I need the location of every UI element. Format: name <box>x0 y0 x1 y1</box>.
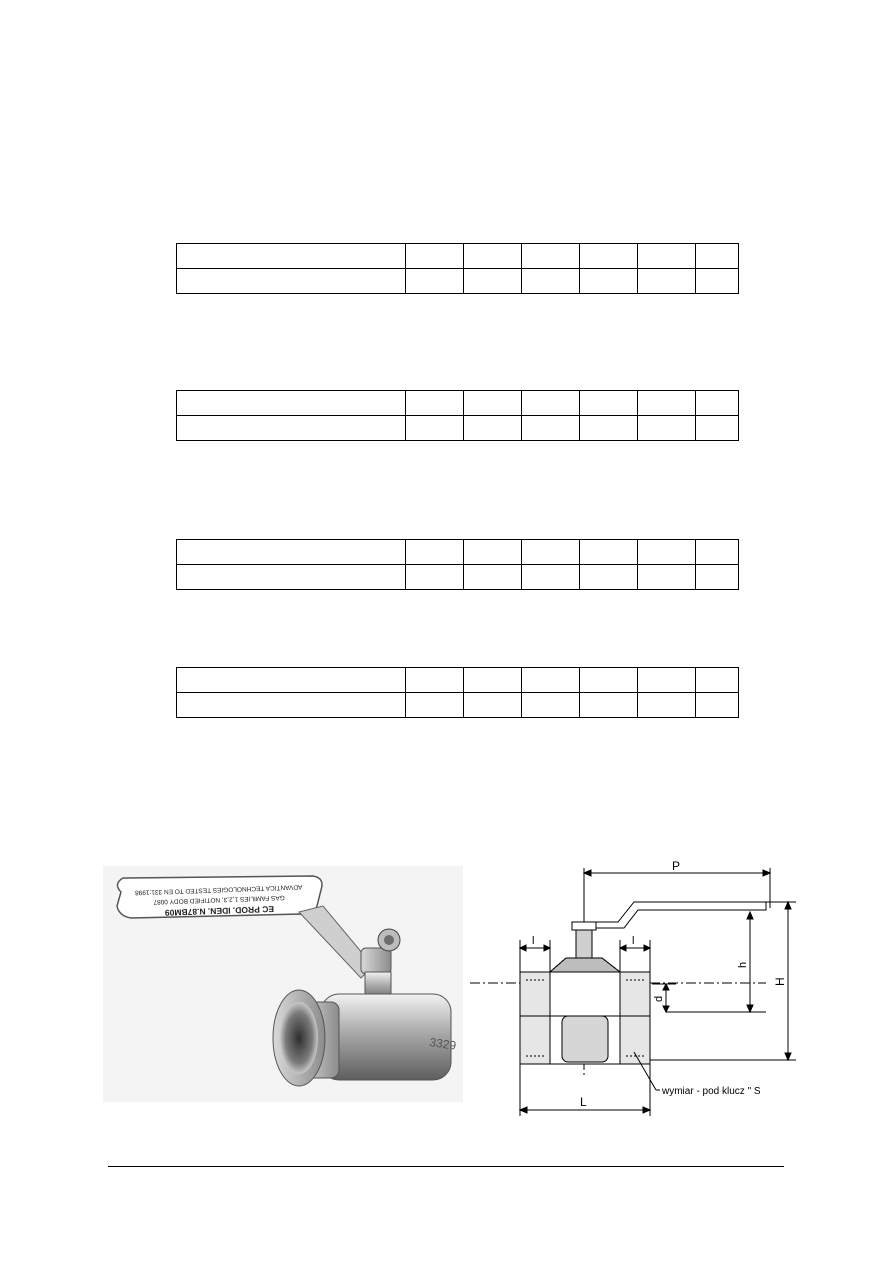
table-row <box>177 391 739 416</box>
table-cell <box>406 244 464 269</box>
table-row <box>177 416 739 441</box>
table-cell <box>177 668 406 693</box>
table-cell <box>177 391 406 416</box>
table-cell <box>696 693 739 718</box>
table-cell <box>580 244 638 269</box>
table-cell <box>464 565 522 590</box>
table-cell <box>522 668 580 693</box>
table-row <box>177 540 739 565</box>
label-L: L <box>580 1095 587 1109</box>
valve-body <box>273 990 457 1086</box>
table-cell <box>696 540 739 565</box>
table-cell <box>638 244 696 269</box>
table-cell <box>406 565 464 590</box>
table-cell <box>522 391 580 416</box>
table-cell <box>580 540 638 565</box>
label-P: P <box>672 859 681 873</box>
table-cell <box>696 244 739 269</box>
table-cell <box>580 416 638 441</box>
table-cell <box>580 693 638 718</box>
label-l-right: l <box>632 935 635 947</box>
table-cell <box>522 269 580 294</box>
valve-technical-drawing <box>466 856 806 1122</box>
table-cell <box>638 668 696 693</box>
table-cell <box>177 416 406 441</box>
table-cell <box>638 391 696 416</box>
table-row <box>177 693 739 718</box>
label-l-left: l <box>532 935 535 947</box>
handle-text-line3: ADVANTICA TECHNOLOGIES TESTED TO EN 331:1998 <box>134 883 303 896</box>
table-cell <box>464 540 522 565</box>
table-cell <box>464 244 522 269</box>
table-cell <box>464 391 522 416</box>
table-cell <box>464 416 522 441</box>
table-cell <box>696 565 739 590</box>
handle-text-line2: GAS FAMILIES 1,2,3, NOTIFIED BODY 0087 <box>153 893 285 906</box>
table-cell <box>580 565 638 590</box>
table-cell <box>638 540 696 565</box>
table-row <box>177 244 739 269</box>
table-cell <box>177 565 406 590</box>
dimension-table-4 <box>176 667 739 718</box>
table-cell <box>580 391 638 416</box>
body-marking: 3329 <box>428 1035 457 1053</box>
table-cell <box>638 565 696 590</box>
table-row <box>177 269 739 294</box>
table-cell <box>696 391 739 416</box>
footer-divider <box>108 1166 784 1167</box>
handle-text-line1: EC PROD. IDEN. N.87BM09 <box>164 904 275 918</box>
table-cell <box>638 693 696 718</box>
table-cell <box>522 540 580 565</box>
table-cell <box>580 668 638 693</box>
table-cell <box>177 540 406 565</box>
table-cell <box>406 668 464 693</box>
table-cell <box>696 269 739 294</box>
table-cell <box>696 416 739 441</box>
label-h: h <box>737 961 749 968</box>
table-cell <box>464 668 522 693</box>
dimension-table-2 <box>176 390 739 441</box>
table-cell <box>638 269 696 294</box>
table-cell <box>177 269 406 294</box>
table-cell <box>464 269 522 294</box>
table-cell <box>522 565 580 590</box>
table-cell <box>406 693 464 718</box>
valve-section-view <box>520 922 660 1090</box>
table-cell <box>177 693 406 718</box>
table-cell <box>177 244 406 269</box>
table-row <box>177 668 739 693</box>
table-cell <box>406 391 464 416</box>
table-cell <box>522 416 580 441</box>
table-cell <box>580 269 638 294</box>
table-row <box>177 565 739 590</box>
table-cell <box>406 269 464 294</box>
dimension-table-1 <box>176 243 739 294</box>
wrench-size-note: wymiar - pod klucz " S <box>662 1086 761 1097</box>
table-cell <box>696 668 739 693</box>
table-cell <box>464 693 522 718</box>
label-H: H <box>773 977 787 986</box>
ball-valve-photo <box>103 866 463 1102</box>
dimension-table-3 <box>176 539 739 590</box>
table-cell <box>406 416 464 441</box>
table-cell <box>638 416 696 441</box>
label-d: d <box>653 995 665 1002</box>
table-cell <box>522 244 580 269</box>
table-cell <box>522 693 580 718</box>
table-cell <box>406 540 464 565</box>
